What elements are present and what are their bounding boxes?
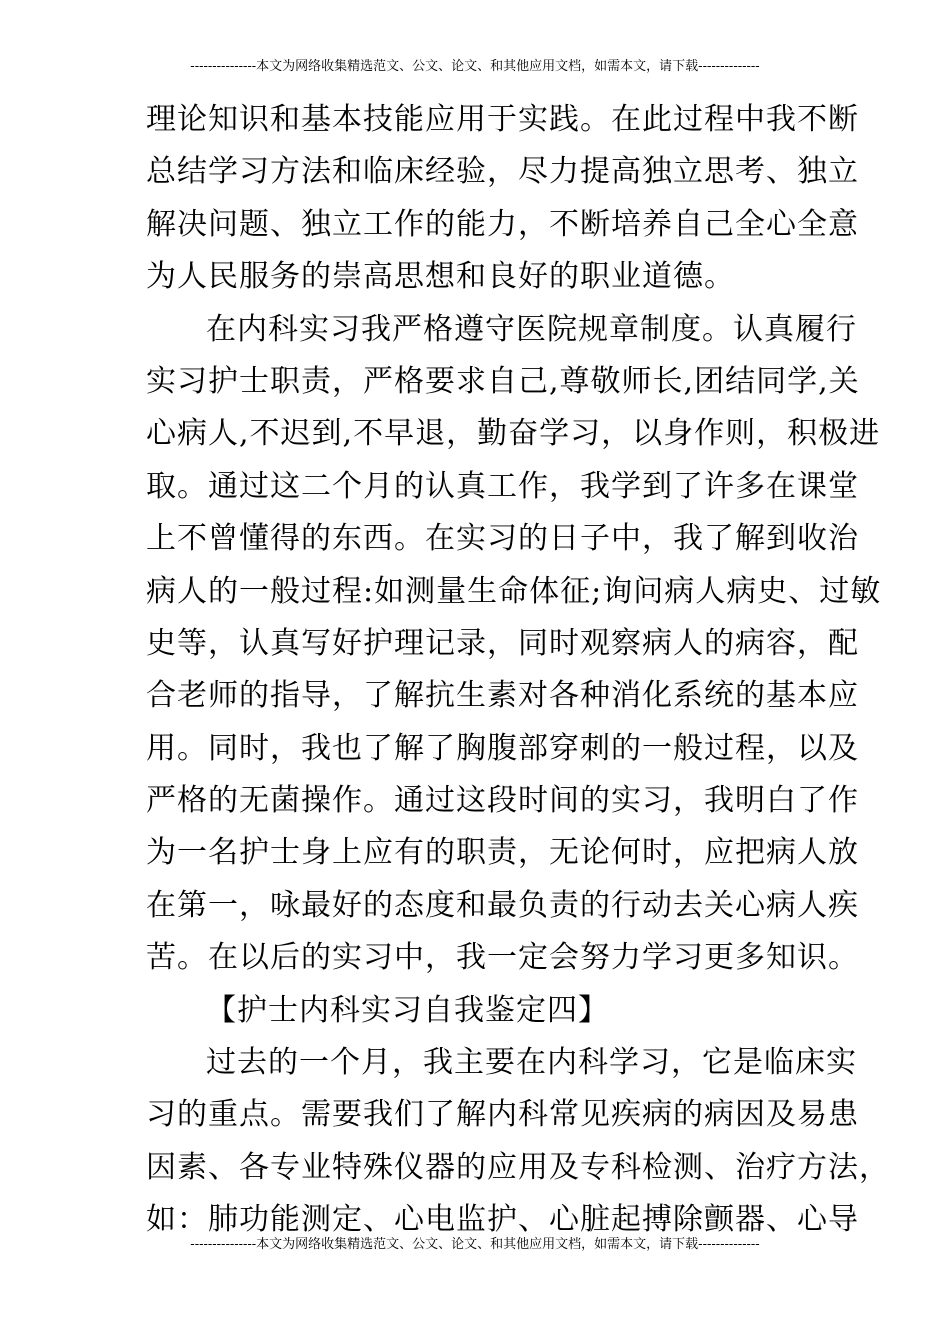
text-line: 上不曾懂得的东西。在实习的日子中，我了解到收治 — [146, 521, 859, 557]
text-line: 习的重点。需要我们了解内科常见疾病的病因及易患 — [146, 1097, 859, 1133]
text-line: 为一名护士身上应有的职责，无论何时，应把病人放 — [146, 835, 859, 871]
paragraph — [146, 304, 882, 985]
text-line: 病人的一般过程:如测量生命体征;询问病人病史、过敏 — [146, 573, 882, 609]
text-line: 用。同时，我也了解了胸腹部穿刺的一般过程，以及 — [146, 730, 859, 766]
text-line: 如：肺功能测定、心电监护、心脏起搏除颤器、心导 — [146, 1202, 859, 1238]
text-line: 总结学习方法和临床经验，尽力提高独立思考、独立 — [146, 154, 859, 190]
text-line: 严格的无菌操作。通过这段时间的实习，我明白了作 — [146, 783, 859, 819]
text-line: 理论知识和基本技能应用于实践。在此过程中我不断 — [146, 102, 859, 137]
paragraph — [146, 94, 859, 304]
text-line: 心病人,不迟到,不早退，勤奋学习，以身作则，积极进 — [146, 416, 881, 452]
text-line: 实习护士职责，严格要求自己,尊敬师长,团结同学,关 — [146, 363, 860, 399]
paragraph — [146, 1037, 890, 1247]
section-heading: 【护士内科实习自我鉴定四】 — [206, 992, 609, 1028]
text-line: 史等，认真写好护理记录，同时观察病人的病容，配 — [146, 625, 859, 661]
header-banner: ---------------本文为网络收集精选范文、公文、论文、和其他应用文档，如需本文，请下载-------------- — [190, 59, 760, 74]
text-line: 在第一，咏最好的态度和最负责的行动去关心病人疾 — [146, 887, 859, 923]
text-line: 因素、各专业特殊仪器的应用及专科检测、治疗方法， — [146, 1149, 890, 1185]
text-line: 苦。在以后的实习中，我一定会努力学习更多知识。 — [146, 940, 859, 976]
text-line: 解决问题、独立工作的能力，不断培养自己全心全意 — [146, 206, 859, 242]
text-line: 过去的一个月，我主要在内科学习，它是临床实 — [206, 1045, 857, 1081]
text-line: 在内科实习我严格遵守医院规章制度。认真履行 — [206, 311, 857, 347]
text-line: 取。通过这二个月的认真工作，我学到了许多在课堂 — [146, 468, 859, 504]
text-line: 合老师的指导，了解抗生素对各种消化系统的基本应 — [146, 678, 859, 714]
footer-banner: ---------------本文为网络收集精选范文、公文、论文、和其他应用文档，如需本文，请下载-------------- — [190, 1237, 760, 1252]
text-line: 为人民服务的崇高思想和良好的职业道德。 — [146, 259, 735, 295]
document-body — [146, 94, 890, 1247]
